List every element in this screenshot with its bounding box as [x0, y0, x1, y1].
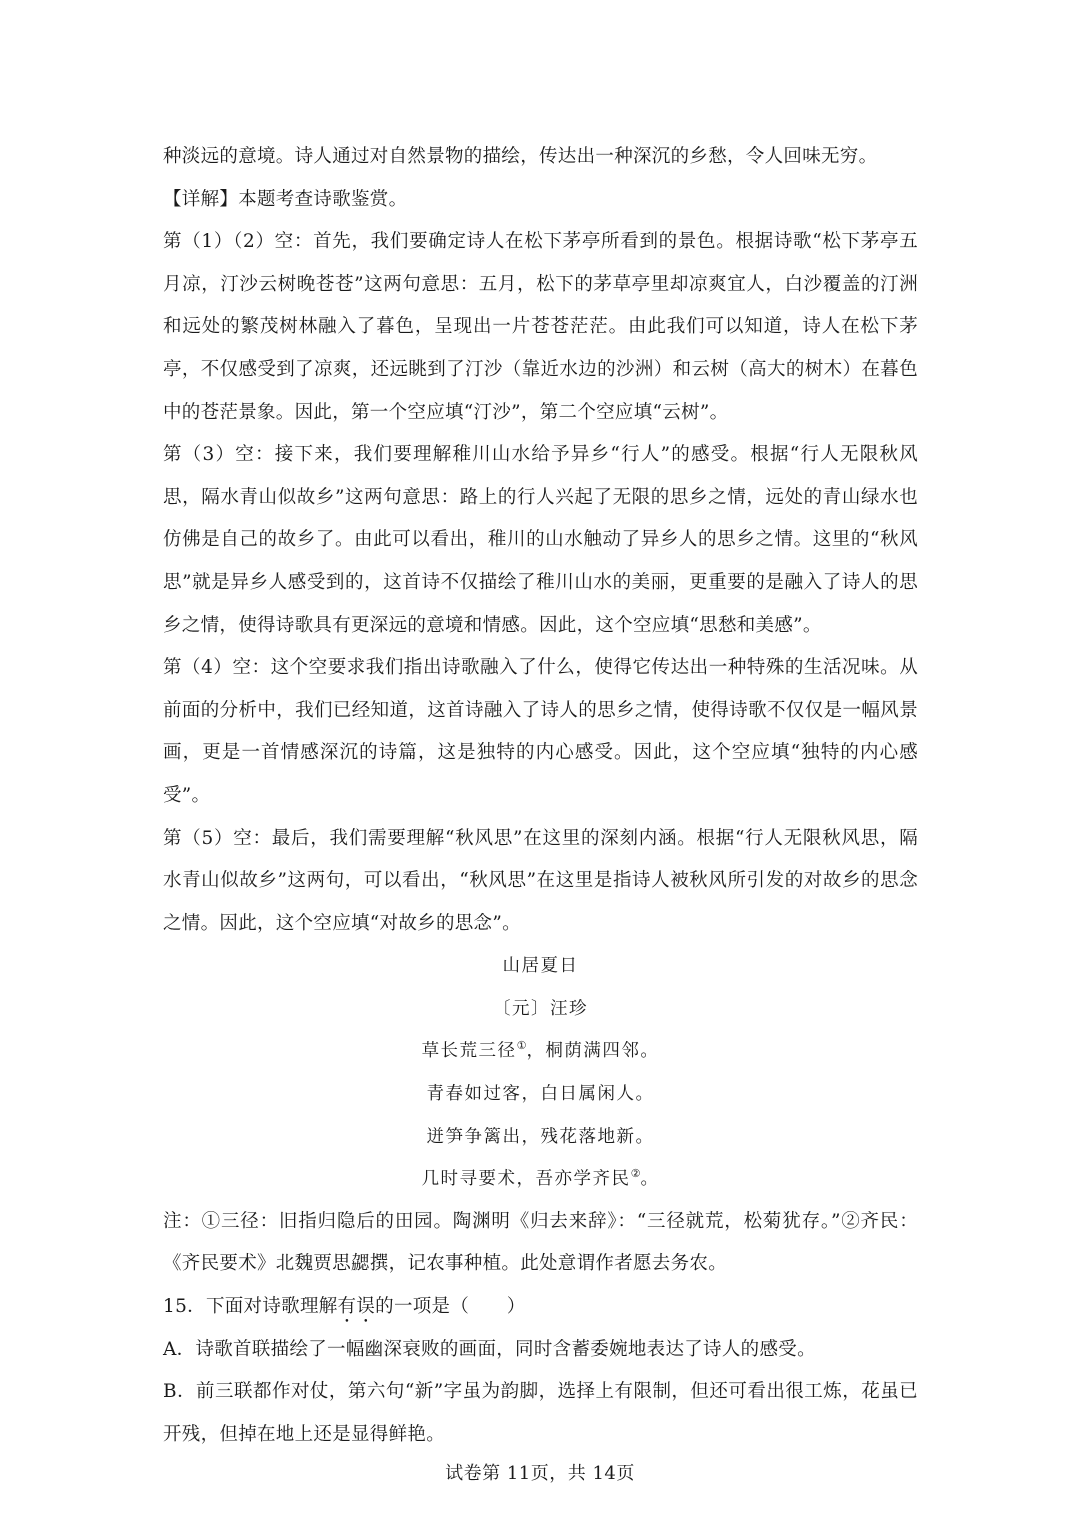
poem-line-4-rest: 。 — [640, 1169, 660, 1190]
poem-line-4 — [163, 1158, 918, 1201]
poem-title: 山居夏日 — [502, 956, 579, 977]
question-stem-start: 15．下面对诗歌理解 — [163, 1296, 338, 1318]
poem-line-4-text: 几时寻要术，吾亦学齐民 — [421, 1169, 631, 1190]
analysis-blank-5: 第（5）空：最后，我们需要理解“秋风思”在这里的深刻内涵。根据“行人无限秋风思，隔水青山似故乡”这两句，可以看出，“秋风思”在这里是指诗人被秋风所引发的对故乡的思念之情。因此，这个空应填“对故乡的思念”。 — [163, 827, 918, 934]
poem-line-1 — [163, 1030, 918, 1073]
poem-line-1-rest: ，桐荫满四邻。 — [526, 1041, 660, 1062]
poem-line-1-text: 草长荒三径 — [421, 1041, 517, 1062]
analysis-blank-4: 第（4）空：这个空要求我们指出诗歌融入了什么，使得它传达出一种特殊的生活况味。从前面的分析中，我们已经知道，这首诗融入了诗人的思乡之情，使得诗歌不仅仅是一幅风景画，更是一首情感深沉的诗篇，这是独特的内心感受。因此，这个空应填“独特的内心感受”。 — [163, 657, 918, 806]
footnote-marker-1: ① — [516, 1039, 527, 1053]
analysis-blank-1-2: 第（1）（2）空：首先，我们要确定诗人在松下茅亭所看到的景色。根据诗歌“松下茅亭五月凉，汀沙云树晚苍苍”这两句意思：五月，松下的茅草亭里却凉爽宜人，白沙覆盖的汀洲和远处的繁茂树林融入了暮色，呈现出一片苍苍茫茫。由此我们可以知道，诗人在松下茅亭，不仅感受到了凉爽，还远眺到了汀沙（靠近水边的沙洲）和云树（高大的树木）在暮色中的苍茫景象。因此，第一个空应填“汀沙”，第二个空应填“云树”。 — [163, 231, 918, 423]
page-footer: 试卷第 11页，共 14页 — [445, 1463, 635, 1484]
analysis-blank-3: 第（3）空：接下来，我们要理解稚川山水给予异乡“行人”的感受。根据“行人无限秋风思，隔水青山似故乡”这两句意思：路上的行人兴起了无限的思乡之情，远处的青山绿水也仿佛是自己的故乡了。由此可以看出，稚川的山水触动了异乡人的思乡之情。这里的“秋风思”就是异乡人感受到的，这首诗不仅描绘了稚川山水的美丽，更重要的是融入了诗人的思乡之情，使得诗歌具有更深远的意境和情感。因此，这个空应填“思愁和美感”。 — [163, 444, 918, 636]
question-stem-end: 的一项是（ ） — [375, 1296, 526, 1318]
page-content — [163, 136, 918, 1456]
question-option-b: B．前三联都作对仗，第六句“新”字虽为韵脚，选择上有限制，但还可看出很工炼，花虽已开残，但掉在地上还是显得鲜艳。 — [163, 1381, 918, 1445]
analysis-continuation: 种淡远的意境。诗人通过对自然景物的描绘，传达出一种深沉的乡愁，令人回味无穷。 — [163, 146, 878, 167]
poem-line-2: 青春如过客，白日属闲人。 — [426, 1084, 655, 1105]
analysis-detail-heading: 【详解】本题考查诗歌鉴赏。 — [163, 188, 408, 210]
footnote-marker-2: ② — [630, 1167, 641, 1181]
poem-author: 〔元〕汪珍 — [493, 998, 588, 1019]
poem-line-3: 迸笋争篱出，残花落地新。 — [426, 1126, 655, 1147]
question-stem-emphasis: 有误 — [337, 1296, 376, 1318]
question-stem — [163, 1286, 918, 1329]
question-option-a: A．诗歌首联描绘了一幅幽深衰败的画面，同时含蓄委婉地表达了诗人的感受。 — [163, 1338, 816, 1360]
poem-note: 注：①三径：旧指归隐后的田园。陶渊明《归去来辞》：“三径就荒，松菊犹存。”②齐民：《齐民要术》北魏贾思勰撰，记农事种植。此处意谓作者愿去务农。 — [163, 1210, 918, 1275]
poem-block — [163, 945, 918, 1201]
